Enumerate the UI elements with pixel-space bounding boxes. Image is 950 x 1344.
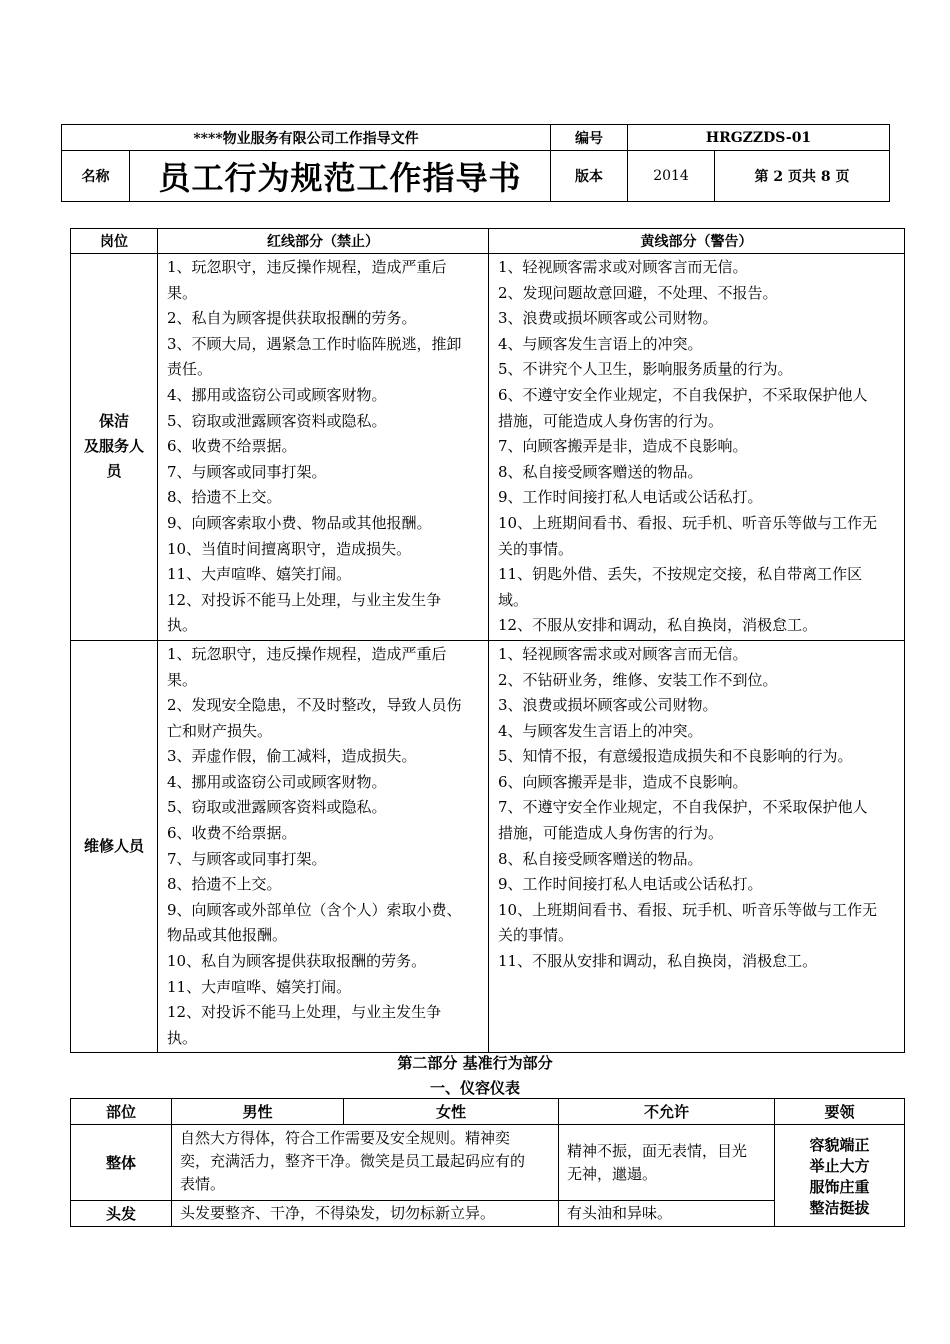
text-line: 表情。 [180,1175,226,1193]
text-line: 无神，邋遢。 [567,1164,658,1183]
name-label: 名称 [62,151,130,202]
text-line: 7、与顾客或同事打架。 [167,462,327,481]
text-line: 关的事情。 [498,926,574,945]
text-line: 12、对投诉不能马上处理，与业主发生争 [167,1003,442,1022]
text-line: 亡和财产损失。 [167,721,273,740]
text-line: 8、拾遗不上交。 [167,875,282,894]
page-info: 第 2 页共 8 页 [715,151,890,202]
role-cell [71,640,158,1053]
text-line: 4、与顾客发生言语上的冲突。 [498,721,703,740]
text-line: 3、弄虚作假，偷工减料，造成损失。 [167,747,417,766]
role-line: 员 [106,462,122,481]
text-line: 措施，可能造成人身伤害的行为。 [498,824,724,843]
yellow-line-list [489,640,905,1053]
forbidden-cell [559,1201,775,1227]
text-line: 整洁挺拔 [809,1198,870,1217]
page-title: 员工行为规范工作指导书 [130,151,551,202]
red-line-list [158,640,489,1053]
section-title: 第二部分 基准行为部分 [397,1054,553,1072]
text-line: 8、拾遗不上交。 [167,488,282,507]
text-line: 12、对投诉不能马上处理，与业主发生争 [167,590,442,609]
table-row [71,1125,905,1201]
role-line: 及服务人 [83,437,144,456]
text-line: 5、窃取或泄露顾客资料或隐私。 [167,411,387,430]
text-line: 责任。 [167,360,213,379]
role-cell [71,254,158,641]
text-line: 6、向顾客搬弄是非，造成不良影响。 [498,772,748,791]
text-line: 1、玩忽职守，违反操作规程，造成严重后 [167,258,447,276]
text-line: 容貌端正 [809,1135,870,1154]
text-line: 4、与顾客发生言语上的冲突。 [498,334,703,353]
text-line: 5、窃取或泄露顾客资料或隐私。 [167,798,387,817]
text-line: 1、玩忽职守，违反操作规程，造成严重后 [167,644,447,663]
text-line: 9、工作时间接打私人电话或公话私打。 [498,875,763,894]
text-line: 2、不钻研业务，维修、安装工作不到位。 [498,670,778,689]
text-line: 9、向顾客索取小费、物品或其他报酬。 [167,513,432,532]
text-line: 1、轻视顾客需求或对顾客言而无信。 [498,644,748,663]
text-line: 服饰庄重 [809,1177,870,1196]
text-line: 4、挪用或盗窃公司或顾客财物。 [167,385,387,404]
col-header-female: 女性 [344,1099,559,1125]
text-line: 头发要整齐、干净，不得染发，切勿标新立异。 [180,1204,496,1222]
text-line: 措施，可能造成人身伤害的行为。 [498,411,724,430]
text-line: 举止大方 [809,1156,870,1175]
company-doc-title: ****物业服务有限公司工作指导文件 [62,125,551,151]
text-line: 11、钥匙外借、丢失，不按规定交接，私自带离工作区 [498,565,863,584]
number-value: HRGZZDS-01 [628,125,890,151]
role-line: 维修人员 [83,837,144,856]
subsection-title: 一、仪容仪表 [429,1079,520,1097]
text-line: 7、与顾客或同事打架。 [167,849,327,868]
text-line: 7、向顾客搬弄是非，造成不良影响。 [498,437,748,456]
appearance-table [70,1098,905,1227]
text-line: 3、浪费或损坏顾客或公司财物。 [498,309,718,328]
text-line: 自然大方得体，符合工作需要及安全规则。精神奕 [180,1129,511,1147]
key-points-cell [775,1125,905,1227]
description-cell [172,1125,559,1201]
col-header-part: 部位 [71,1099,172,1125]
forbidden-cell [559,1125,775,1201]
text-line: 2、发现问题故意回避，不处理、不报告。 [498,283,778,302]
conduct-rules-table [70,228,905,1053]
text-line: 10、当值时间擅离职守，造成损失。 [167,539,412,558]
col-header-role: 岗位 [71,229,158,254]
number-label: 编号 [551,125,628,151]
document-header [61,124,890,202]
red-line-list [158,254,489,641]
text-line: 果。 [167,283,198,302]
version-value: 2014 [628,151,715,202]
col-header-yellow-line: 黄线部分（警告） [489,229,905,254]
col-header-male: 男性 [172,1099,344,1125]
text-line: 执。 [167,616,198,635]
text-line: 11、不服从安排和调动，私自换岗，消极怠工。 [498,952,818,971]
text-line: 1、轻视顾客需求或对顾客言而无信。 [498,258,748,276]
table-row [71,254,905,641]
text-line: 10、上班期间看书、看报、玩手机、听音乐等做与工作无 [498,513,878,532]
text-line: 5、知情不报，有意缓报造成损失和不良影响的行为。 [498,747,853,766]
text-line: 8、私自接受顾客赠送的物品。 [498,849,703,868]
yellow-line-list [489,254,905,641]
text-line: 精神不振，面无表情，目光 [567,1141,748,1160]
text-line: 9、向顾客或外部单位（含个人）索取小费、 [167,900,462,919]
text-line: 5、不讲究个人卫生，影响服务质量的行为。 [498,360,793,379]
text-line: 2、私自为顾客提供获取报酬的劳务。 [167,309,417,328]
text-line: 关的事情。 [498,539,574,558]
col-header-forbidden: 不允许 [559,1099,775,1125]
text-line: 7、不遵守安全作业规定，不自我保护，不采取保护他人 [498,798,868,817]
text-line: 11、大声喧哗、嬉笑打闹。 [167,565,352,584]
text-line: 6、不遵守安全作业规定，不自我保护，不采取保护他人 [498,385,868,404]
text-line: 物品或其他报酬。 [167,926,288,945]
text-line: 6、收费不给票据。 [167,824,297,843]
text-line: 8、私自接受顾客赠送的物品。 [498,462,703,481]
text-line: 11、大声喧哗、嬉笑打闹。 [167,977,352,996]
text-line: 3、不顾大局，遇紧急工作时临阵脱逃，推卸 [167,334,462,353]
part-cell: 头发 [71,1201,172,1227]
text-line: 执。 [167,1028,198,1047]
text-line: 域。 [498,590,529,609]
text-line: 有头油和异味。 [567,1204,673,1222]
col-header-red-line: 红线部分（禁止） [158,229,489,254]
version-label: 版本 [551,151,628,202]
text-line: 6、收费不给票据。 [167,437,297,456]
text-line: 10、私自为顾客提供获取报酬的劳务。 [167,952,427,971]
text-line: 果。 [167,670,198,689]
text-line: 3、浪费或损坏顾客或公司财物。 [498,696,718,715]
table-row [71,640,905,1053]
text-line: 9、工作时间接打私人电话或公话私打。 [498,488,763,507]
text-line: 2、发现安全隐患，不及时整改，导致人员伤 [167,696,462,715]
role-line: 保洁 [98,412,129,431]
part-cell: 整体 [71,1125,172,1201]
text-line: 4、挪用或盗窃公司或顾客财物。 [167,772,387,791]
text-line: 10、上班期间看书、看报、玩手机、听音乐等做与工作无 [498,900,878,919]
description-cell [172,1201,559,1227]
col-header-key-points: 要领 [775,1099,905,1125]
text-line: 12、不服从安排和调动，私自换岗，消极怠工。 [498,616,818,635]
text-line: 奕，充满活力，整齐干净。微笑是员工最起码应有的 [180,1152,526,1170]
